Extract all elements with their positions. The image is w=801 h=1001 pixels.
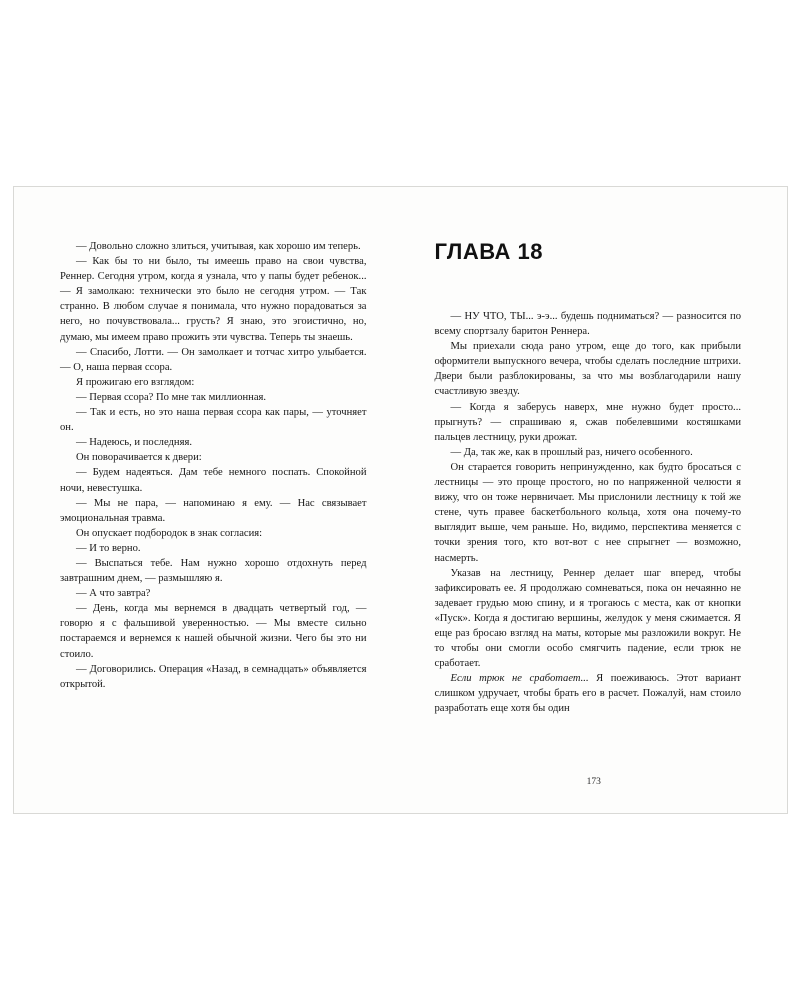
page-number: 173 <box>586 777 601 787</box>
chapter-title: ГЛАВА 18 <box>434 239 544 264</box>
paragraph-remainder: Я поеживаюсь. Этот вариант слишком удручает, чтобы брать его в расчет. Пожалуй, нам стоило разработать еще хотя бы один <box>434 673 741 715</box>
left-page <box>14 187 401 813</box>
paragraph: — Как бы то ни было, ты имеешь право на свои чувства, Реннер. Сегодня утром, когда я узнала, что у папы будет ребенок... — Я замолкаю: технически это было не сегодня утром. — Так странно. В любом случае я понимала, что нужно порадоваться за него, но почувствовала... грусть? Я знаю, это эгоистично, но, думаю, мы имеем право прожить эти чувства. Теперь ты знаешь. <box>60 256 367 343</box>
paragraph: Указав на лестницу, Реннер делает шаг вперед, чтобы зафиксировать ее. Я продолжаю сомневаться, пока он нечаянно не задевает грудью мою спину, и я трогаюсь с места, как от кнопки «Пуск». Когда я достигаю вершины, желудок у меня сжимается. Я еще раз бросаю взгляд на маты, которые мы разложили вокруг. Не то чтобы они смогли особо смягчить падение, если трюк не сработает. <box>434 567 741 670</box>
paragraph: — НУ ЧТО, ТЫ... э-э... будешь подниматься? — разносится по всему спортзалу баритон Реннера. <box>434 311 741 338</box>
book-spread <box>13 186 788 814</box>
paragraph: — Будем надеяться. Дам тебе немного поспать. Спокойной ночи, невестушка. <box>60 467 367 494</box>
paragraph: — Мы не пара, — напоминаю я ему. — Нас связывает эмоциональная травма. <box>60 497 367 524</box>
paragraph: — Выспаться тебе. Нам нужно хорошо отдохнуть перед завтрашним днем, — размышляю я. <box>60 557 367 585</box>
paragraph: — День, когда мы вернемся в двадцать четвертый год, — говорю я с фальшивой уверенностью. — Мы вместе сильно постараемся и вернемся к нашей обычной жизни. Чего бы это ни стоило. <box>60 603 367 660</box>
paragraph: — Когда я заберусь наверх, мне нужно будет просто... прыгнуть? — спрашиваю я, сжав побелевшими костяшками пальцев лестницу, руки дрожат. <box>434 401 741 443</box>
paragraph: — Надеюсь, и последняя. <box>76 437 192 449</box>
paragraph: — Довольно сложно злиться, учитывая, как хорошо им теперь. <box>76 241 361 252</box>
paragraph: — Так и есть, но это наша первая ссора как пары, — уточняет он. <box>60 407 367 434</box>
paragraph: — А что завтра? <box>76 588 151 600</box>
italic-phrase: Если трюк не сработает... <box>450 673 589 685</box>
right-page <box>401 187 788 813</box>
paragraph: — Первая ссора? По мне так миллионная. <box>76 391 267 403</box>
paragraph: — Да, так же, как в прошлый раз, ничего особенного. <box>450 446 693 458</box>
paragraph: Мы приехали сюда рано утром, еще до того, как прибыли оформители выпускного вечера, чтобы сделать последние штрихи. Двери были разблокированы, за что мы возблагодарили нашу счастливую звезду. <box>434 341 741 398</box>
paragraph: Он опускает подбородок в знак согласия: <box>76 527 263 539</box>
paragraph: — Спасибо, Лотти. — Он замолкает и тотчас хитро улыбается. — О, наша первая ссора. <box>60 346 367 373</box>
paragraph: Он поворачивается к двери: <box>76 452 202 464</box>
paragraph: — Договорились. Операция «Назад, в семнадцать» объявляется открытой. <box>60 663 367 690</box>
paragraph: Он старается говорить непринужденно, как будто бросаться с лестницы — это проще простого, но по напряженной челюсти я вижу, что он тоже нервничает. Мы прислонили лестницу к той же стене, чуть правее баскетбольного кольца, хотя она почему-то выглядит выше, чем раньше. Но, видимо, перспектива меняется с точки зрения того, кто вот-вот с нее спрыгнет — возможно, насмерть. <box>434 461 741 564</box>
paragraph-with-italic-lead <box>435 671 742 716</box>
paragraph: Я прожигаю его взглядом: <box>76 376 195 388</box>
paragraph: — И то верно. <box>76 542 141 554</box>
